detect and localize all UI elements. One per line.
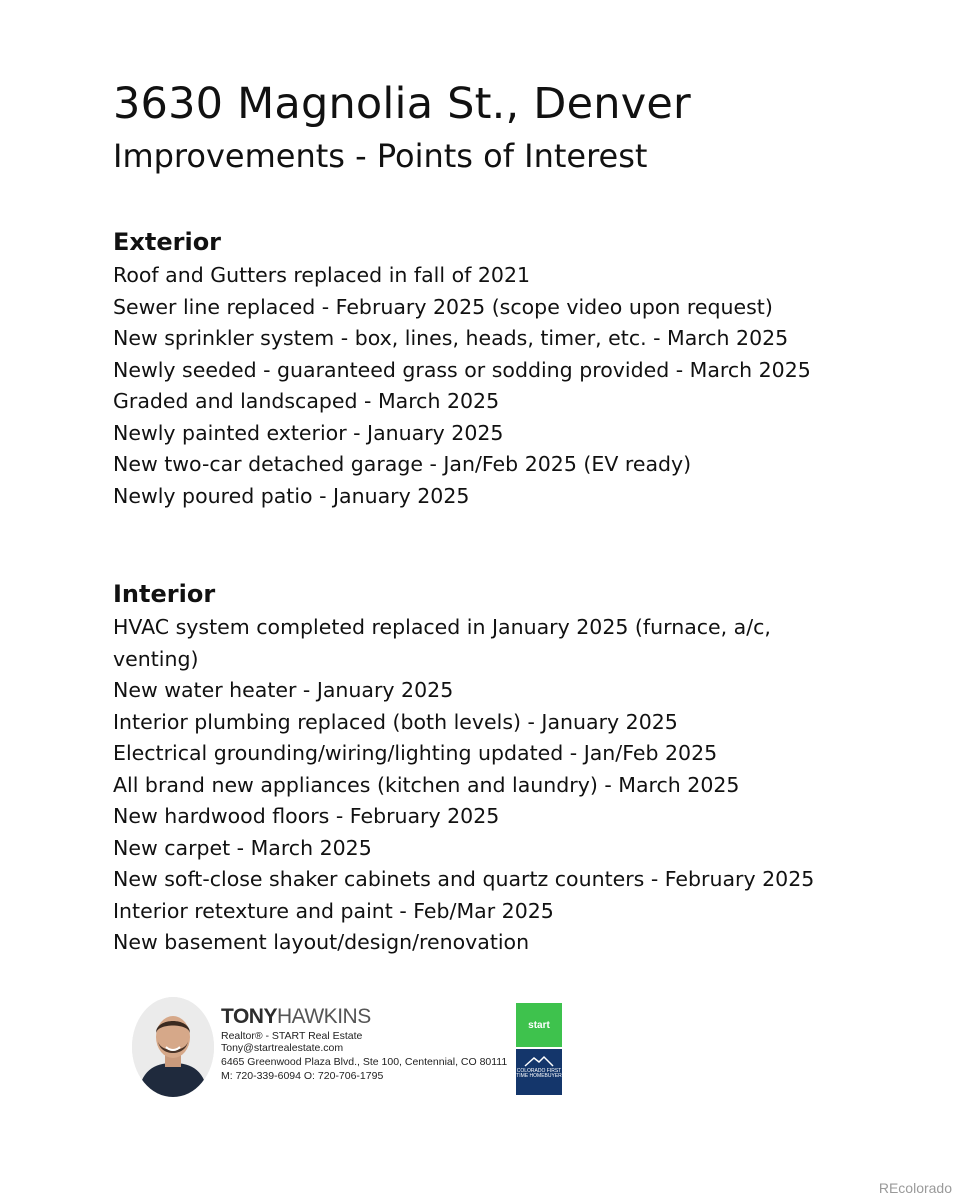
list-item: Electrical grounding/wiring/lighting updated - Jan/Feb 2025 — [113, 741, 718, 765]
agent-signature — [132, 995, 572, 1100]
list-item: New soft-close shaker cabinets and quartz counters - February 2025 — [113, 867, 815, 891]
list-item: Newly seeded - guaranteed grass or sodding provided - March 2025 — [113, 357, 811, 382]
agent-email[interactable]: Tony@startrealestate.com — [221, 1042, 344, 1054]
list-item: New sprinkler system - box, lines, heads, timer, etc. - March 2025 — [113, 326, 789, 350]
list-item: HVAC system completed replaced in January 2025 (furnace, a/c, venting) — [113, 615, 771, 671]
agent-last-name: HAWKINS — [276, 1005, 371, 1028]
agent-first-name: TONY — [221, 1005, 277, 1028]
list-item: All brand new appliances (kitchen and laundry) - March 2025 — [113, 772, 740, 797]
page-title: 3630 Magnolia St., Denver — [113, 79, 691, 129]
agent-photo-icon — [132, 997, 214, 1097]
page-subtitle: Improvements - Points of Interest — [113, 137, 648, 175]
list-item: New water heater - January 2025 — [113, 678, 454, 702]
document-page — [113, 78, 913, 954]
interior-heading: Interior — [113, 580, 216, 608]
list-item: New two-car detached garage - Jan/Feb 2025 (EV ready) — [113, 452, 692, 476]
interior-section — [113, 578, 814, 959]
list-item: Graded and landscaped - March 2025 — [113, 389, 500, 413]
start-logo — [516, 1003, 562, 1047]
list-item: Sewer line replaced - February 2025 (scope video upon request) — [113, 294, 773, 319]
cfth-logo — [516, 1049, 562, 1095]
exterior-section — [113, 226, 811, 512]
list-item: New carpet - March 2025 — [113, 835, 372, 860]
exterior-heading: Exterior — [113, 228, 222, 256]
list-item: Newly painted exterior - January 2025 — [113, 420, 504, 445]
watermark: REcolorado — [878, 1180, 952, 1196]
interior-list — [113, 612, 814, 959]
list-item: New basement layout/design/renovation — [113, 930, 530, 954]
list-item: New hardwood floors - February 2025 — [113, 804, 500, 828]
start-logo-text: start — [528, 1019, 550, 1031]
list-item: Newly poured patio - January 2025 — [113, 483, 470, 508]
list-item: Roof and Gutters replaced in fall of 2021 — [113, 263, 531, 287]
agent-title: Realtor® - START Real Estate — [221, 1030, 363, 1042]
agent-phones: M: 720-339-6094 O: 720-706-1795 — [221, 1070, 384, 1082]
cfth-logo-text: COLORADO FIRST TIME HOMEBUYER — [516, 1068, 562, 1079]
avatar — [132, 997, 214, 1097]
list-item: Interior plumbing replaced (both levels) - January 2025 — [113, 709, 678, 734]
list-item: Interior retexture and paint - Feb/Mar 2025 — [113, 898, 554, 923]
agent-name — [221, 1005, 371, 1029]
mountain-icon — [524, 1055, 554, 1067]
exterior-list — [113, 260, 811, 512]
agent-address: 6465 Greenwood Plaza Blvd., Ste 100, Centennial, CO 80111 — [221, 1056, 508, 1068]
